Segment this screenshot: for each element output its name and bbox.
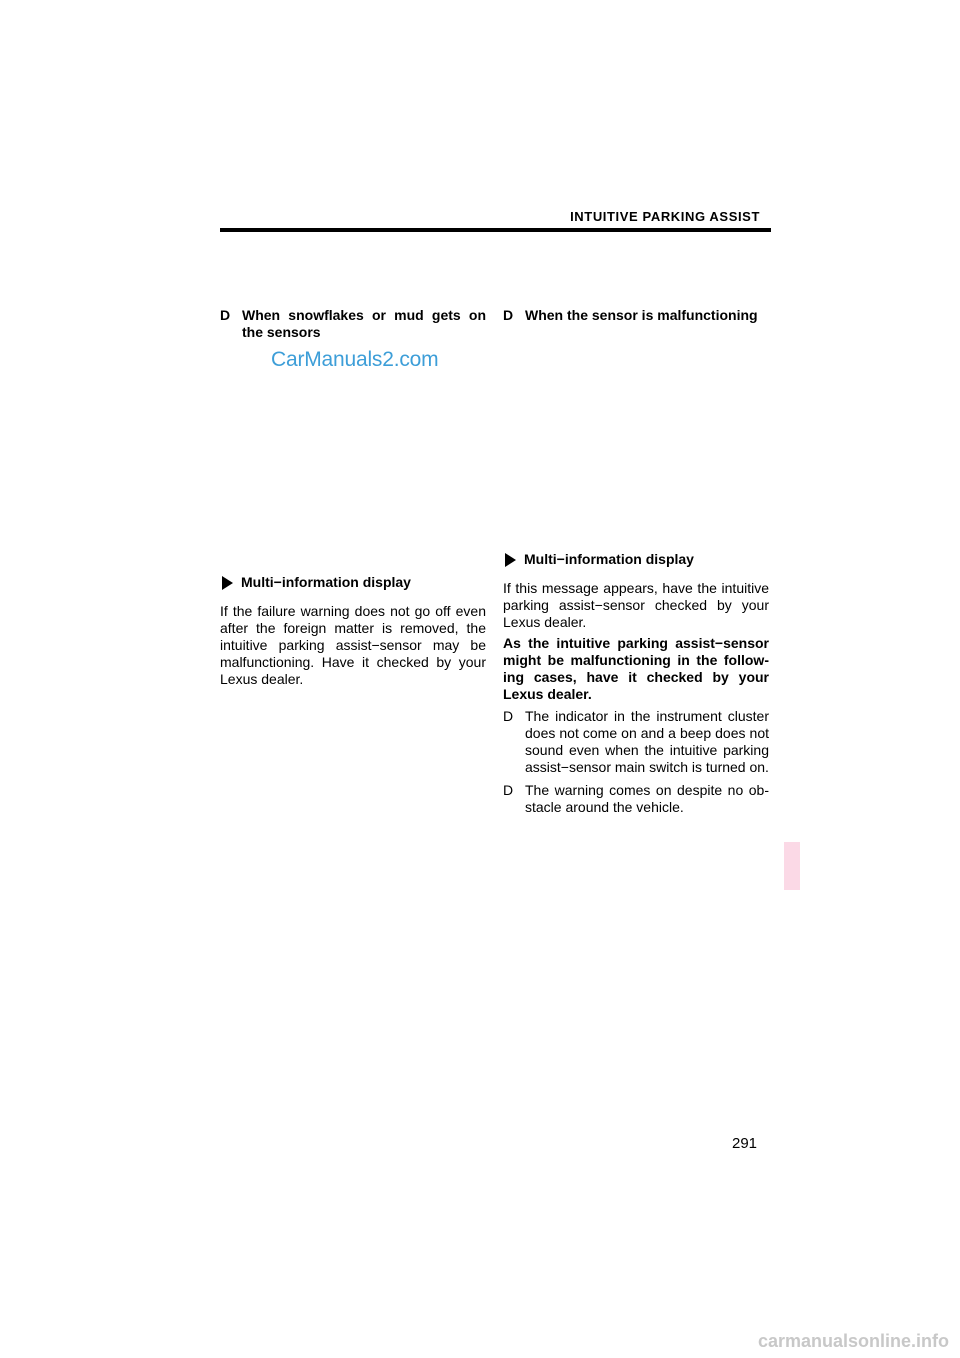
- bullet-dot: D: [503, 307, 514, 323]
- page-number: 291: [732, 1135, 758, 1152]
- illustration-space: [220, 341, 486, 574]
- header-divider: [220, 228, 771, 232]
- right-sub-heading: [503, 551, 769, 568]
- right-bold-paragraph: As the intuitive parking assist−sensor might be malfunctioning in the follow-ing cases, have it checked by your Lexus dealer.: [503, 635, 769, 702]
- right-bullet-heading: [503, 307, 769, 324]
- bullet-dot: D: [503, 708, 514, 724]
- list-item-text: The indicator in the instrument cluster does not come on and a beep does not sound even when the intuitive parking assist−sensor main switch is turned on.: [525, 708, 769, 775]
- left-sub-heading-text: Multi−information display: [241, 574, 411, 590]
- carmanuals-watermark: CarManuals2.com: [271, 348, 439, 371]
- arrow-right-icon: [505, 553, 516, 567]
- section-title: INTUITIVE PARKING ASSIST: [570, 209, 760, 224]
- right-paragraph: If this message appears, have the intuitive parking assist−sensor checked by your Lexus dealer.: [503, 580, 769, 630]
- arrow-right-icon: [222, 576, 233, 590]
- right-column: [503, 307, 769, 816]
- left-bullet-heading: [220, 307, 486, 341]
- right-heading-text: When the sensor is malfunctioning: [525, 307, 758, 323]
- illustration-space: [503, 324, 769, 551]
- list-item: [503, 782, 769, 816]
- list-item: [503, 708, 769, 776]
- footer-watermark: carmanualsonline.info: [757, 1331, 949, 1351]
- chapter-tab: [784, 842, 800, 890]
- left-paragraph: If the failure warning does not go off even after the foreign matter is removed, the intuitive parking assist−sensor may be malfunctioning. Have it checked by your Lexus dealer.: [220, 603, 486, 687]
- left-column: [220, 307, 486, 688]
- left-heading-text: When snowflakes or mud gets on the sensors: [242, 307, 486, 340]
- right-sub-heading-text: Multi−information display: [524, 551, 694, 567]
- bullet-dot: D: [220, 307, 231, 323]
- bullet-dot: D: [503, 782, 514, 798]
- left-sub-heading: [220, 574, 486, 591]
- list-item-text: The warning comes on despite no ob-stacle around the vehicle.: [525, 782, 769, 815]
